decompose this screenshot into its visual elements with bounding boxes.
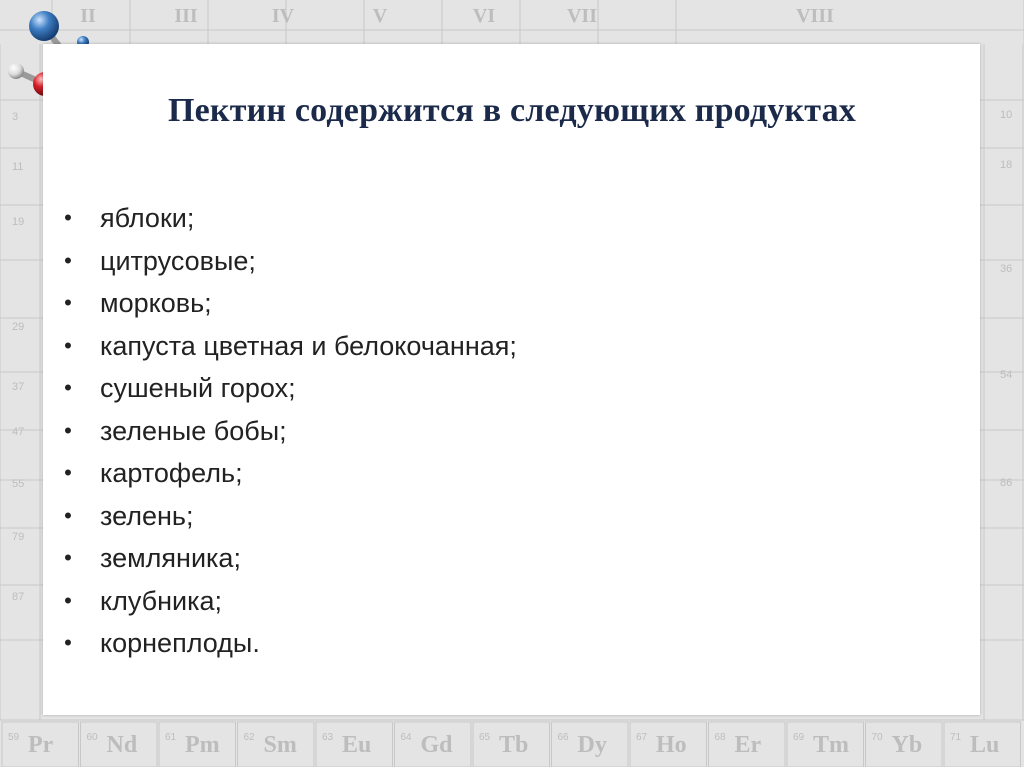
list-item-text: зеленые бобы;	[100, 415, 287, 446]
element-symbol-label: Nd	[106, 732, 138, 758]
list-item-text: земляника;	[100, 543, 241, 573]
list-item-text: сушеный горох;	[100, 373, 296, 403]
atomic-number-label: 11	[12, 161, 24, 173]
bullet-icon: •	[64, 247, 72, 273]
list-item	[60, 410, 517, 453]
group-header-label: VII	[566, 5, 598, 27]
atomic-number-label: 79	[12, 531, 25, 543]
group-header-label: VIII	[796, 5, 834, 27]
list-item-text: морковь;	[100, 288, 212, 318]
list-item	[60, 282, 517, 325]
bullet-icon: •	[64, 545, 72, 570]
list-item-text: зелень;	[100, 500, 194, 531]
element-symbol-label: Pr	[28, 732, 54, 758]
list-item	[60, 197, 517, 240]
element-symbol-label: Tm	[813, 732, 849, 758]
element-number-label: 70	[871, 732, 883, 743]
bullet-icon: •	[64, 502, 72, 528]
element-symbol-label: Eu	[342, 732, 372, 758]
element-symbol-label: Tb	[499, 732, 529, 758]
atomic-number-label: 47	[12, 426, 25, 438]
atomic-number-label: 55	[12, 478, 25, 490]
group-header-label: IV	[271, 5, 295, 27]
list-item-text: клубника;	[100, 585, 223, 616]
atomic-number-label: 54	[1000, 369, 1013, 381]
list-item-text: яблоки;	[100, 203, 195, 233]
element-symbol-label: Yb	[891, 732, 923, 758]
bullet-icon: •	[64, 460, 72, 485]
element-number-label: 71	[950, 732, 962, 743]
list-item	[60, 537, 517, 580]
list-item	[60, 367, 517, 410]
list-item-text: цитрусовые;	[100, 245, 256, 276]
element-symbol-label: Ho	[656, 732, 687, 758]
list-item	[60, 325, 517, 368]
bullet-icon: •	[64, 290, 72, 315]
slide-title: Пектин содержится в следующих продуктах	[167, 92, 857, 129]
bullet-icon: •	[64, 205, 72, 230]
group-header-label: III	[174, 5, 198, 27]
bullet-icon: •	[64, 630, 72, 655]
element-symbol-label: Gd	[420, 732, 453, 758]
list-item	[60, 622, 517, 665]
element-number-label: 60	[86, 732, 98, 743]
list-item	[60, 495, 517, 538]
atomic-number-label: 87	[12, 591, 25, 603]
atomic-number-label: 18	[1000, 159, 1013, 171]
group-header-label: II	[80, 5, 96, 27]
element-symbol-label: Lu	[970, 732, 1000, 758]
atomic-number-label: 10	[1000, 109, 1013, 121]
element-number-label: 62	[243, 732, 255, 743]
element-symbol-label: Pm	[185, 732, 220, 758]
element-number-label: 63	[322, 732, 334, 743]
list-item-text: корнеплоды.	[100, 628, 260, 658]
element-number-label: 65	[479, 732, 491, 743]
atomic-number-label: 36	[1000, 263, 1013, 275]
atomic-number-label: 37	[12, 381, 25, 393]
bullet-icon: •	[64, 417, 72, 443]
list-item	[60, 580, 517, 623]
list-item	[60, 240, 517, 283]
group-header-label: V	[372, 5, 388, 27]
list-item	[60, 452, 517, 495]
element-number-label: 68	[714, 732, 726, 743]
element-number-label: 67	[636, 732, 648, 743]
product-list	[60, 197, 517, 665]
bullet-icon: •	[64, 332, 72, 358]
atomic-number-label: 86	[1000, 477, 1013, 489]
element-symbol-label: Er	[734, 732, 762, 758]
list-item-text: картофель;	[100, 458, 243, 488]
atomic-number-label: 29	[12, 321, 25, 333]
element-number-label: 59	[8, 732, 20, 743]
element-number-label: 66	[557, 732, 569, 743]
element-number-label: 61	[165, 732, 177, 743]
group-header-label: VI	[472, 5, 496, 27]
element-symbol-label: Dy	[577, 732, 607, 758]
list-item-text: капуста цветная и белокочанная;	[100, 330, 517, 361]
atomic-number-label: 3	[12, 111, 19, 123]
element-number-label: 64	[400, 732, 412, 743]
element-symbol-label: Sm	[263, 732, 297, 758]
atomic-number-label: 19	[12, 216, 25, 228]
bullet-icon: •	[64, 587, 72, 613]
bullet-icon: •	[64, 375, 72, 400]
element-number-label: 69	[793, 732, 805, 743]
